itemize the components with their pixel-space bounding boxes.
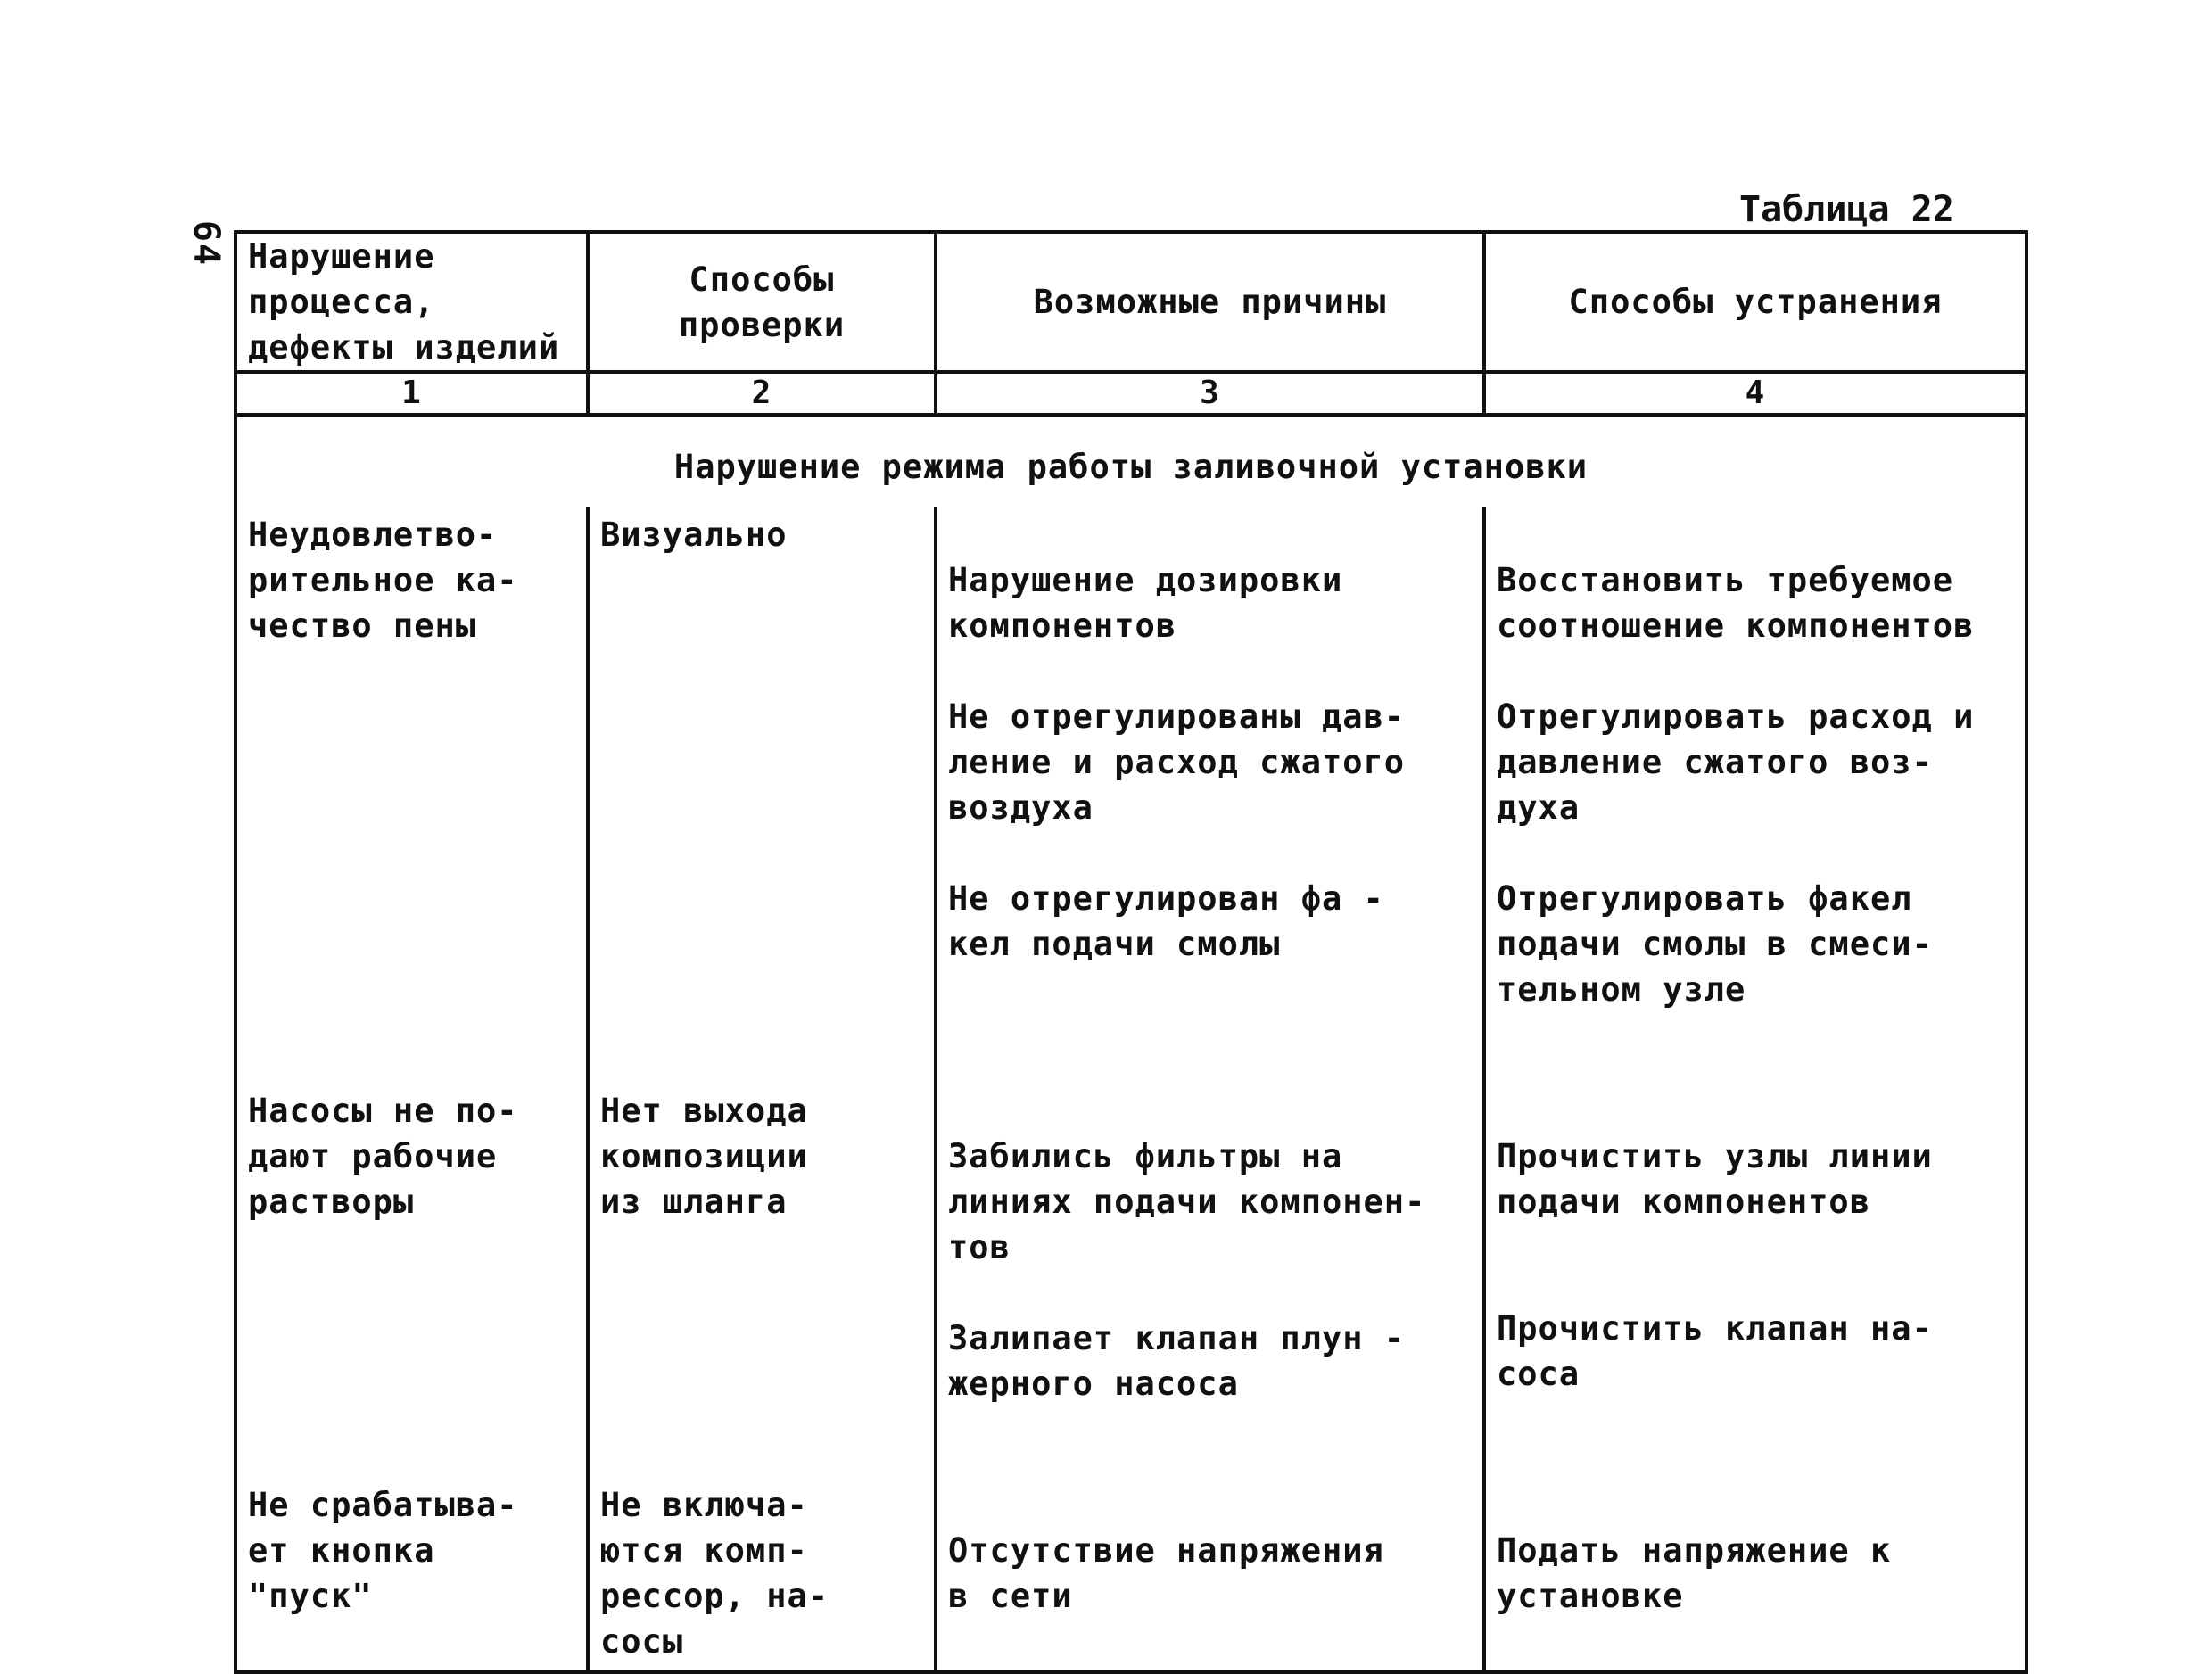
cause-item: Залипает клапан плун - жерного насоса: [948, 1319, 1406, 1403]
remedies-cell: [1484, 1079, 2026, 1473]
table-row: [235, 507, 2026, 1079]
remedy-item: Подать напряжение к установке: [1497, 1531, 1892, 1615]
remedies-cell: [1484, 507, 2026, 1079]
cause-item: Нарушение дозировки компонентов: [948, 561, 1343, 645]
check-cell: Нет выхода композиции из шланга: [588, 1079, 936, 1473]
table-label: [1739, 189, 1954, 230]
cause-item: Не отрегулированы дав- ление и расход сжатого воздуха: [948, 697, 1406, 827]
table-number: 22: [1911, 189, 1954, 230]
cause-item: Забились фильтры на линиях подачи компонен- тов: [948, 1137, 1426, 1266]
header-remedies: Способы устранения: [1484, 232, 2026, 372]
causes-cell: [936, 1079, 1484, 1473]
section-title: Нарушение режима работы заливочной установки: [235, 416, 2026, 507]
cause-item: Не отрегулирован фа - кел подачи смолы: [948, 879, 1384, 963]
defect-cell: Не срабатыва- ет кнопка "пуск": [235, 1473, 588, 1672]
table-row: [235, 1473, 2026, 1672]
page-number: 64: [186, 219, 227, 268]
remedy-item: Прочистить клапан на- соса: [1497, 1309, 1933, 1393]
column-number-2: 2: [588, 372, 936, 416]
cause-item: Отсутствие напряжения в сети: [948, 1531, 1384, 1615]
header-possible-causes: Возможные причины: [936, 232, 1484, 372]
remedies-cell: [1484, 1473, 2026, 1672]
check-cell: Не включа- ются комп- рессор, на- сосы: [588, 1473, 936, 1672]
check-cell: Визуально: [588, 507, 936, 1079]
troubleshooting-table: [234, 230, 2028, 1674]
remedy-item: Отрегулировать факел подачи смолы в смеси- тельном узле: [1497, 879, 1933, 1009]
column-number-1: 1: [235, 372, 588, 416]
remedy-item: Прочистить узлы линии подачи компонентов: [1497, 1137, 1933, 1221]
header-defects: Нарушение процесса, дефекты изделий: [235, 232, 588, 372]
defect-cell: Неудовлетво- рительное ка- чество пены: [235, 507, 588, 1079]
column-number-3: 3: [936, 372, 1484, 416]
defect-cell: Насосы не по- дают рабочие растворы: [235, 1079, 588, 1473]
header-check-methods: Способы проверки: [588, 232, 936, 372]
causes-cell: [936, 507, 1484, 1079]
column-number-4: 4: [1484, 372, 2026, 416]
table-row: [235, 1079, 2026, 1473]
remedy-item: Восстановить требуемое соотношение компонентов: [1497, 561, 1975, 645]
table-label-text: Таблица: [1739, 189, 1890, 230]
remedy-item: Отрегулировать расход и давление сжатого воз- духа: [1497, 697, 1975, 827]
causes-cell: [936, 1473, 1484, 1672]
